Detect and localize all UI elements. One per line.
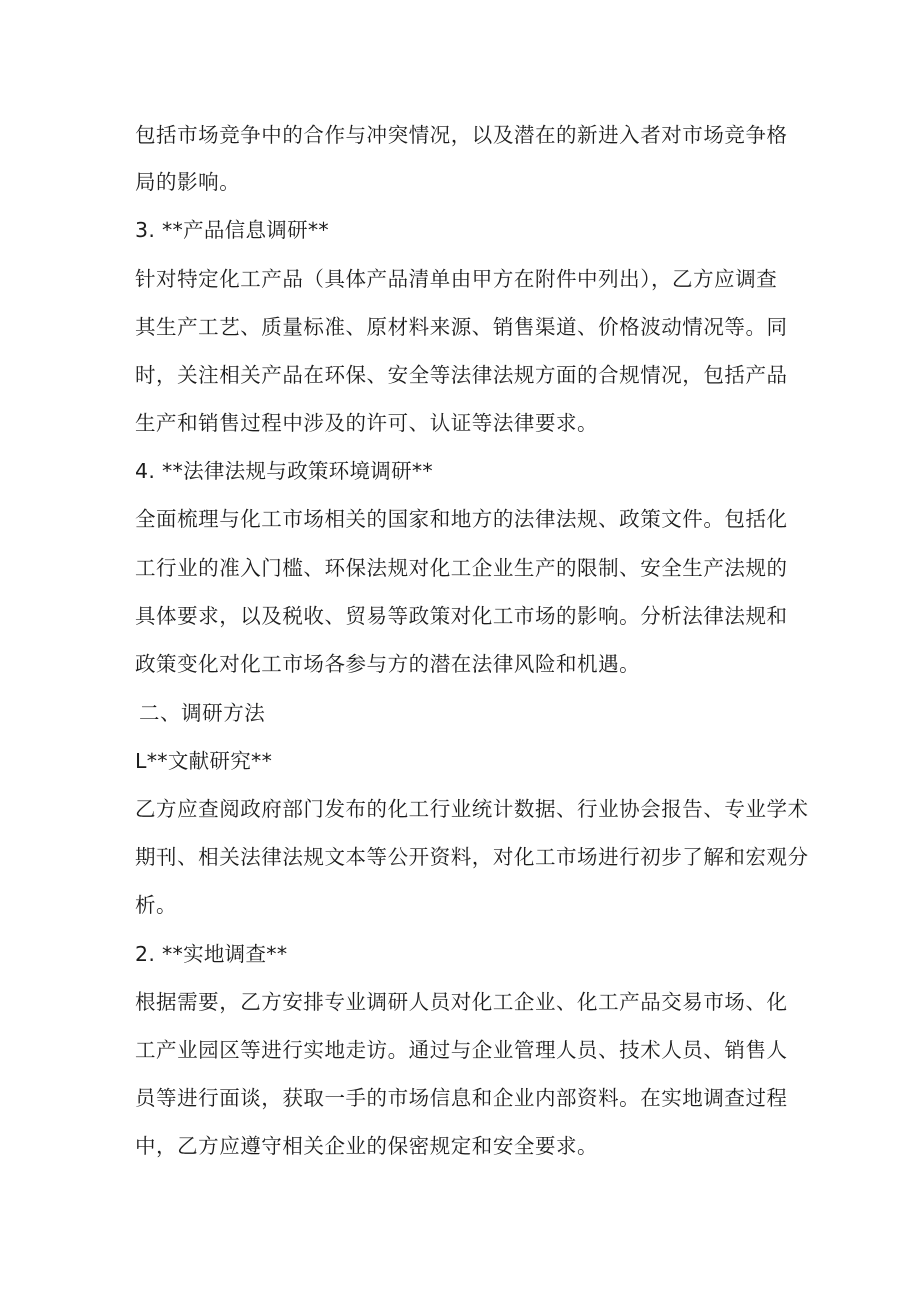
paragraph-line: 员等进行面谈，获取一手的市场信息和企业内部资料。在实地调查过程 — [135, 1086, 788, 1110]
paragraph-line: 其生产工艺、质量标准、原材料来源、销售渠道、价格波动情况等。同 — [135, 315, 788, 339]
numbered-heading: 2. **实地调查** — [135, 942, 288, 966]
paragraph-line: 析。 — [135, 893, 178, 917]
paragraph-line: 根据需要，乙方安排专业调研人员对化工企业、化工产品交易市场、化 — [135, 990, 788, 1014]
numbered-heading: L**文献研究** — [135, 749, 273, 773]
paragraph-line: 生产和销售过程中涉及的许可、认证等法律要求。 — [135, 411, 599, 435]
section-heading: 二、调研方法 — [139, 701, 266, 725]
paragraph-line: 包括市场竞争中的合作与冲突情况，以及潜在的新进入者对市场竞争格 — [135, 123, 788, 147]
paragraph-line: 工产业园区等进行实地走访。通过与企业管理人员、技术人员、销售人 — [135, 1038, 788, 1062]
paragraph-line: 全面梳理与化工市场相关的国家和地方的法律法规、政策文件。包括化 — [135, 507, 788, 531]
paragraph-line: 中，乙方应遵守相关企业的保密规定和安全要求。 — [135, 1134, 599, 1158]
paragraph-line: 工行业的准入门槛、环保法规对化工企业生产的限制、安全生产法规的 — [135, 556, 788, 580]
paragraph-line: 具体要求，以及税收、贸易等政策对化工市场的影响。分析法律法规和 — [135, 604, 788, 628]
paragraph-line: 政策变化对化工市场各参与方的潜在法律风险和机遇。 — [135, 652, 641, 676]
paragraph-line: 期刊、相关法律法规文本等公开资料，对化工市场进行初步了解和宏观分 — [135, 845, 809, 869]
paragraph-line: 针对特定化工产品（具体产品清单由甲方在附件中列出），乙方应调查 — [135, 267, 778, 291]
paragraph-line: 时，关注相关产品在环保、安全等法律法规方面的合规情况，包括产品 — [135, 363, 788, 387]
numbered-heading: 3. **产品信息调研** — [135, 218, 329, 242]
paragraph-line: 局的影响。 — [135, 170, 241, 194]
numbered-heading: 4. **法律法规与政策环境调研** — [135, 459, 433, 483]
paragraph-line: 乙方应查阅政府部门发布的化工行业统计数据、行业协会报告、专业学术 — [135, 797, 809, 821]
